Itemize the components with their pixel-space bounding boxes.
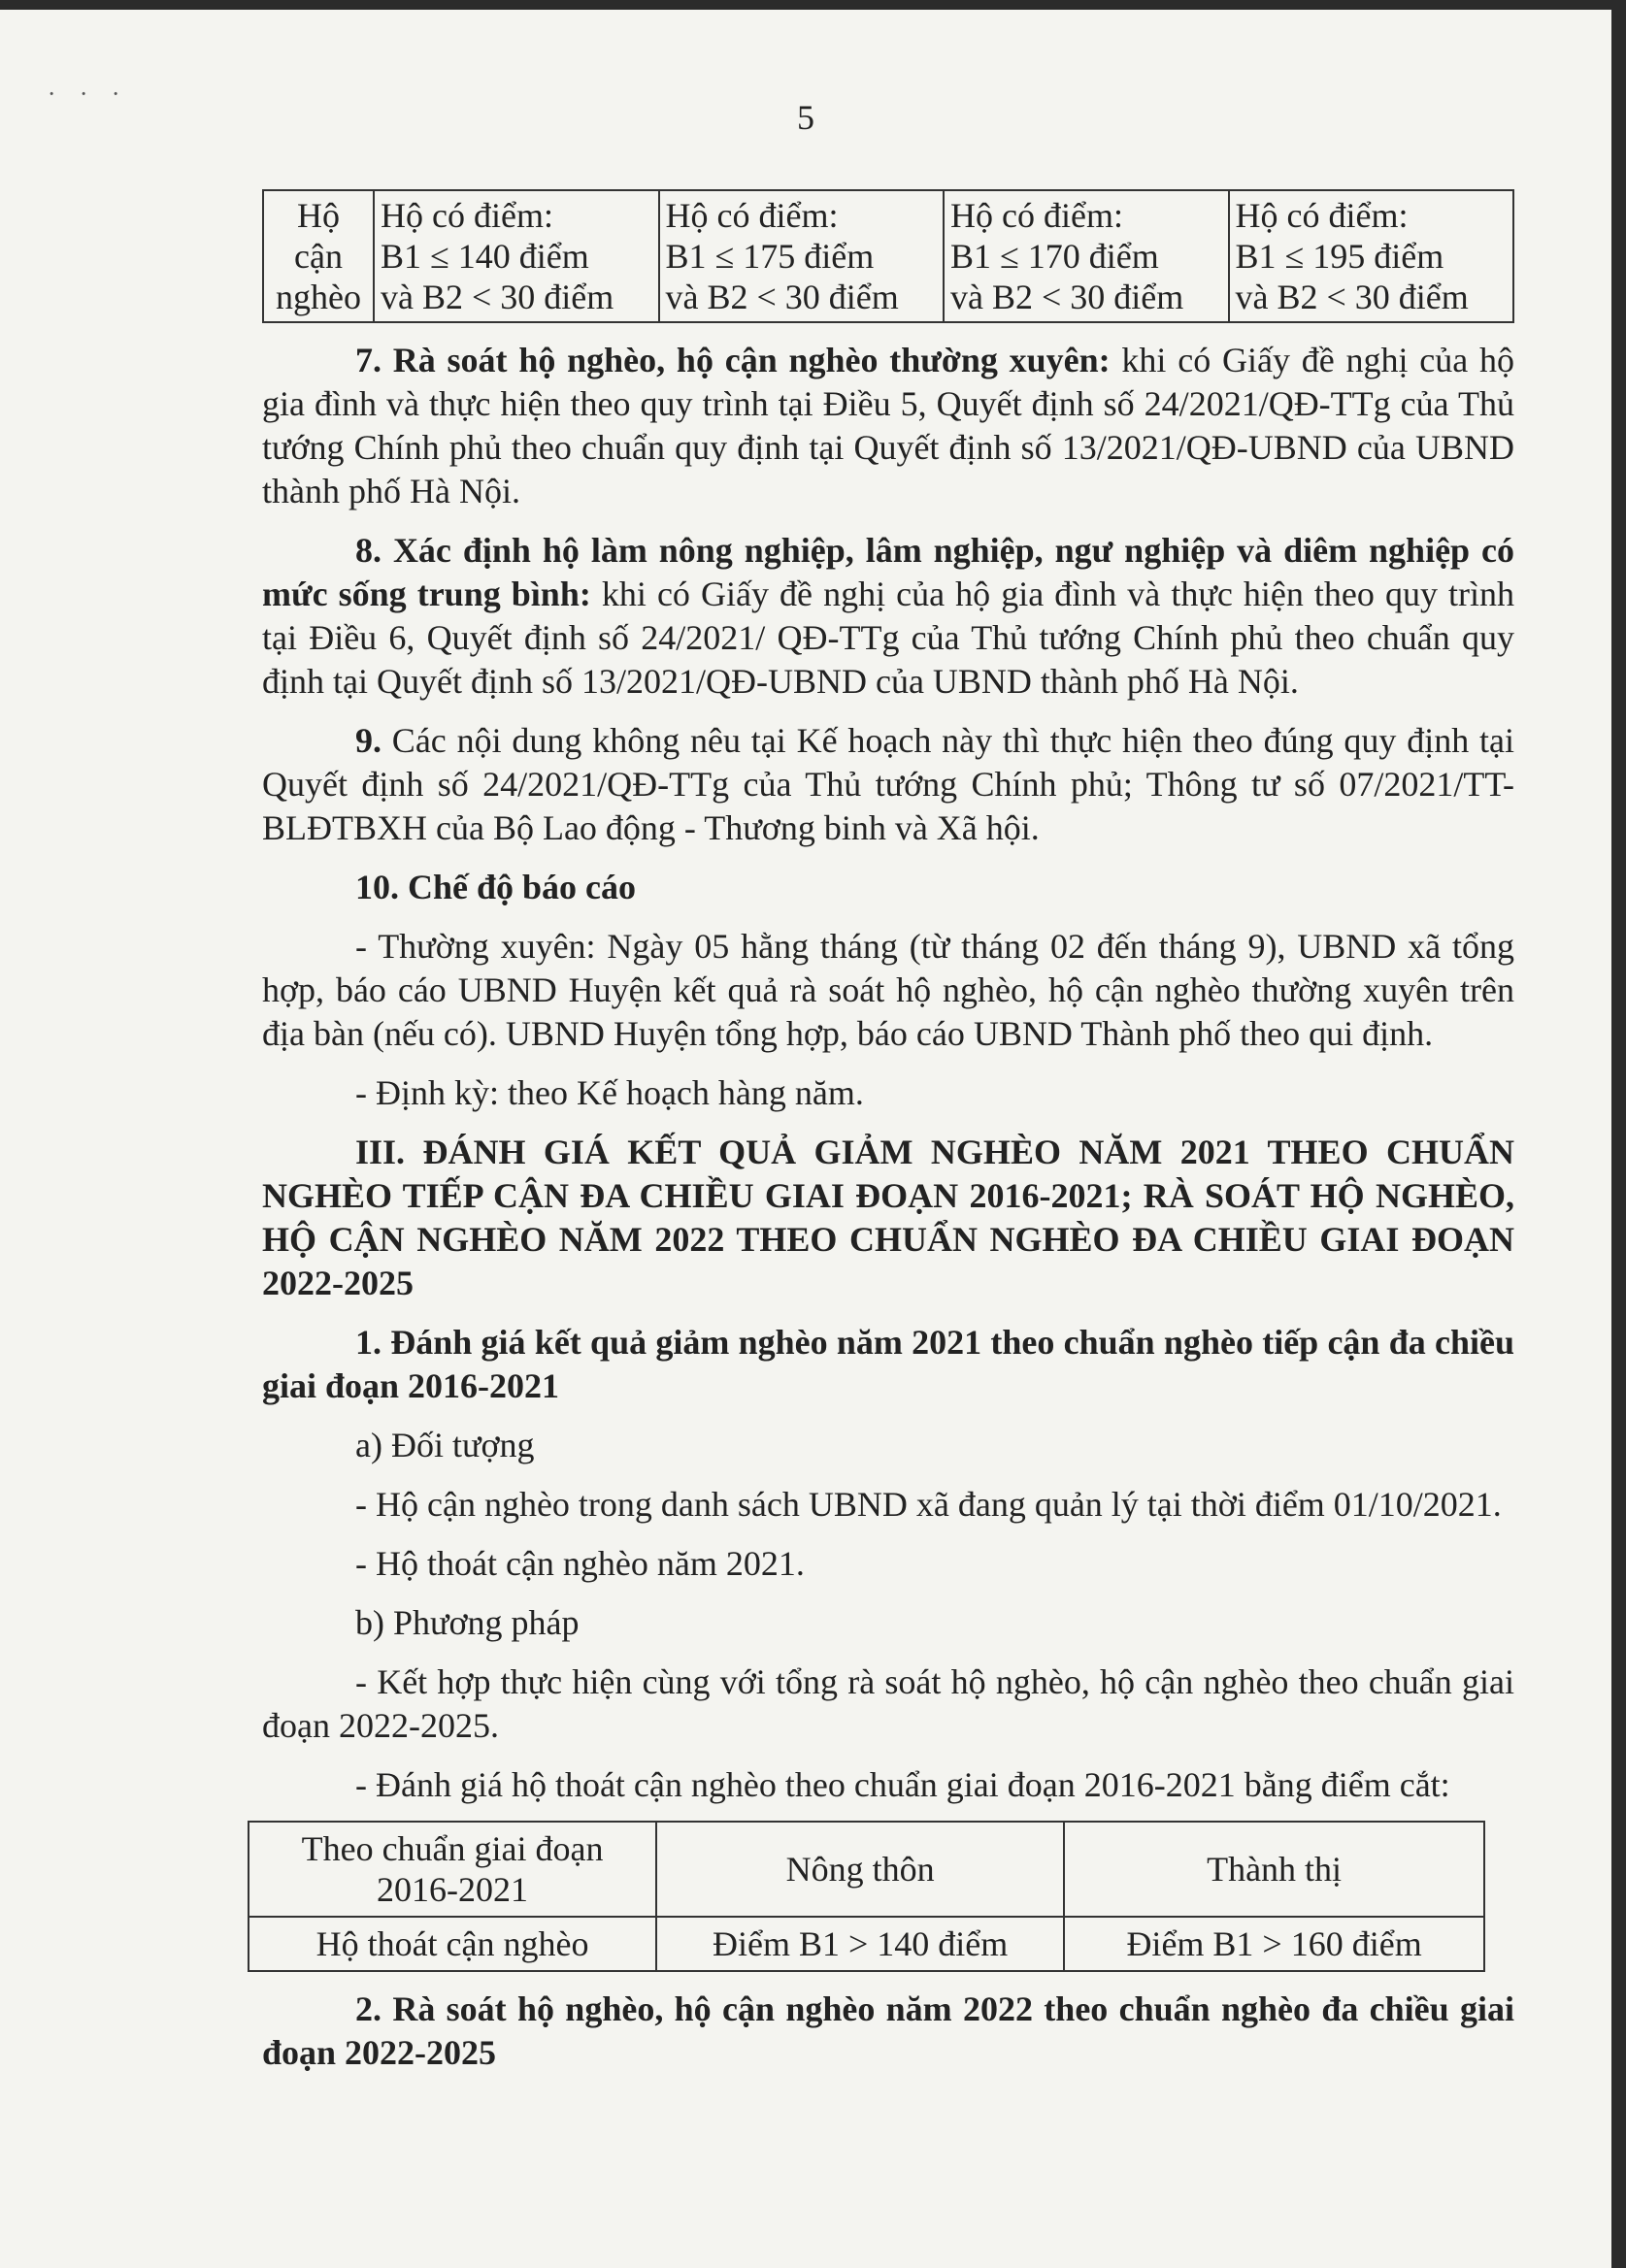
section-8-title: 8. Xác định hộ làm nông nghiệp, lâm nghiệp, ngư nghiệp và diêm nghiệp có mức sống trung bình: [262,531,1514,613]
table-cell [374,190,659,322]
table-cell [1229,190,1514,322]
table-row [263,190,1513,322]
table-cell: Hộ thoát cận nghèo [249,1917,656,1971]
table-cell: Điểm B1 > 160 điểm [1064,1917,1484,1971]
cell-line: và B2 < 30 điểm [665,278,899,316]
cell-line: và B2 < 30 điểm [950,278,1184,316]
subsection-a-label: a) Đối tượng [355,1426,535,1464]
section-9-text: Các nội dung không nêu tại Kế hoạch này thì thực hiện theo đúng quy định tại Quyết định số 24/2021/QĐ-TTg của Thủ tướng Chính phủ; Thông tư số 07/2021/TT-BLĐTBXH của Bộ Lao động - Thương binh và Xã hội. [262,721,1514,847]
subsection-b-paragraph: - Kết hợp thực hiện cùng với tổng rà soát hộ nghèo, hộ cận nghèo theo chuẩn giai đoạn 2022-2025. [262,1662,1514,1745]
table-header-cell: Nông thôn [656,1822,1064,1917]
section-7-text: khi có Giấy đề nghị của hộ gia đình và thực hiện theo quy trình tại Điều 5, Quyết định số 24/2021/QĐ-TTg của Thủ tướng Chính phủ theo chuẩn quy định tại Quyết định số 13/2021/QĐ-UBND của UBND thành phố Hà Nội. [262,341,1514,510]
cell-line: và B2 < 30 điểm [381,278,614,316]
table-header-cell: Theo chuẩn giai đoạn 2016-2021 [249,1822,656,1917]
cell-line: Hộ có điểm: [1235,196,1409,235]
subsection-a-paragraph: - Hộ cận nghèo trong danh sách UBND xã đang quản lý tại thời điểm 01/10/2021. [355,1485,1502,1524]
scan-border-right [1611,0,1626,2268]
section-III-1-heading: 1. Đánh giá kết quả giảm nghèo năm 2021 theo chuẩn nghèo tiếp cận đa chiều giai đoạn 2016-2021 [262,1323,1514,1405]
section-8-text: khi có Giấy đề nghị của hộ gia đình và thực hiện theo quy trình tại Điều 6, Quyết định số 24/2021/ QĐ-TTg của Thủ tướng Chính phủ theo chuẩn quy định tại Quyết định số 13/2021/QĐ-UBND của UBND thành phố Hà Nội. [262,575,1514,701]
document-body [262,189,1514,2075]
cell-line: Hộ có điểm: [950,196,1123,235]
table-cell: Điểm B1 > 140 điểm [656,1917,1064,1971]
cutoff-score-table [248,1821,1485,1972]
section-10-paragraph: - Thường xuyên: Ngày 05 hằng tháng (từ tháng 02 đến tháng 9), UBND xã tổng hợp, báo cáo UBND Huyện kết quả rà soát hộ nghèo, hộ cận nghèo thường xuyên trên địa bàn (nếu có). UBND Huyện tổng hợp, báo cáo UBND Thành phố theo qui định. [262,927,1514,1053]
section-7 [262,339,1514,513]
cell-line: B1 ≤ 175 điểm [665,237,875,276]
row-label: Hộ cận nghèo [263,190,374,322]
section-8 [262,529,1514,704]
section-III-heading: III. ĐÁNH GIÁ KẾT QUẢ GIẢM NGHÈO NĂM 2021 THEO CHUẨN NGHÈO TIẾP CẬN ĐA CHIỀU GIAI ĐOẠN 2016-2021; RÀ SOÁT HỘ NGHÈO, HỘ CẬN NGHÈO NĂM 2022 THEO CHUẨN NGHÈO ĐA CHIỀU GIAI ĐOẠN 2022-2025 [262,1133,1514,1302]
table-header-cell: Thành thị [1064,1822,1484,1917]
section-10-heading: 10. Chế độ báo cáo [355,868,637,906]
section-9-title: 9. [355,721,382,760]
section-10-paragraph: - Định kỳ: theo Kế hoạch hàng năm. [355,1073,864,1112]
subsection-b-paragraph: - Đánh giá hộ thoát cận nghèo theo chuẩn giai đoạn 2016-2021 bằng điểm cắt: [355,1765,1450,1804]
subsection-b-label: b) Phương pháp [355,1603,580,1642]
scan-specks: ∙ ∙ ∙ [49,80,129,108]
subsection-a-paragraph: - Hộ thoát cận nghèo năm 2021. [355,1544,805,1583]
page-number: 5 [797,98,814,137]
cell-line: B1 ≤ 140 điểm [381,237,589,276]
table-cell [659,190,945,322]
cell-line: Hộ có điểm: [381,196,553,235]
table-cell [944,190,1229,322]
cell-line: B1 ≤ 170 điểm [950,237,1159,276]
document-page [0,10,1611,2268]
section-III-2-heading: 2. Rà soát hộ nghèo, hộ cận nghèo năm 2022 theo chuẩn nghèo đa chiều giai đoạn 2022-2025 [262,1989,1514,2072]
poverty-threshold-table [262,189,1514,323]
cell-line: Hộ có điểm: [665,196,839,235]
cell-line: B1 ≤ 195 điểm [1235,237,1444,276]
table-row [249,1917,1484,1971]
section-7-title: 7. Rà soát hộ nghèo, hộ cận nghèo thường xuyên: [355,341,1111,379]
cell-line: và B2 < 30 điểm [1235,278,1469,316]
table-header-row [249,1822,1484,1917]
scan-border-top [0,0,1626,10]
section-9 [262,719,1514,850]
